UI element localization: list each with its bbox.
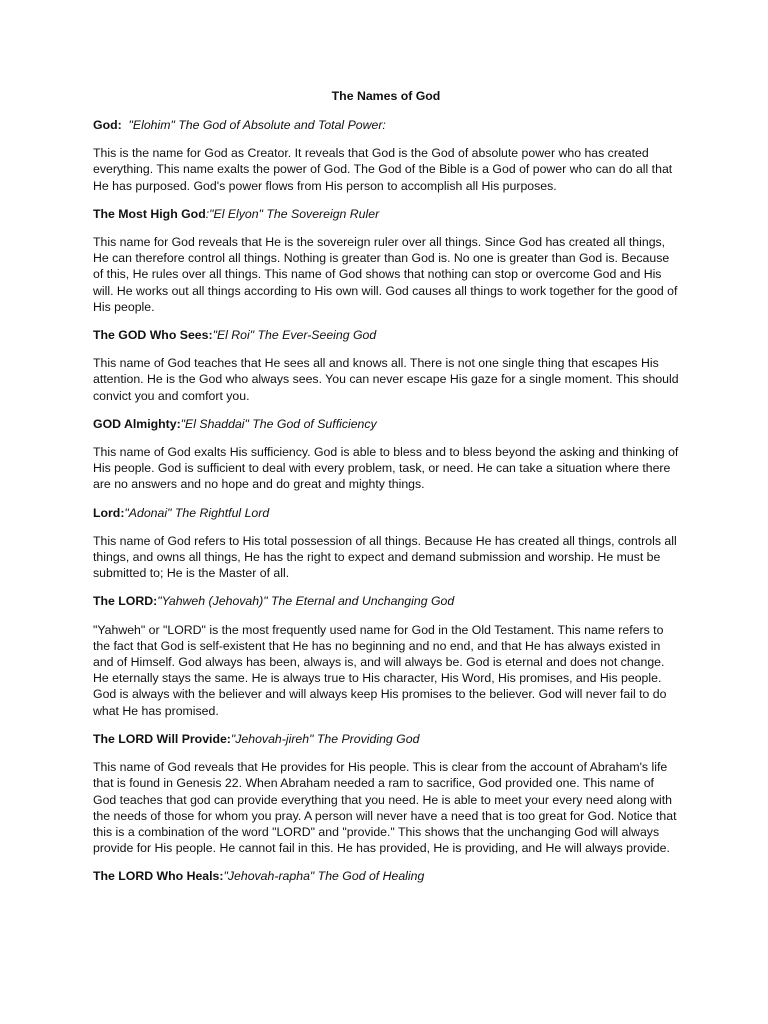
document-page (93, 88, 679, 897)
section-subtitle: "El Shaddai" The God of Sufficiency (180, 416, 377, 431)
section-heading (93, 327, 679, 343)
section-label: God: (93, 118, 122, 132)
section-heading (93, 416, 679, 432)
section-el-shaddai (93, 416, 679, 493)
section-heading (93, 593, 679, 609)
section-label: Lord: (93, 505, 125, 520)
section-body: This name of God exalts His sufficiency. God is able to bless and to bless beyond the asking and thinking of His people. God is sufficient to deal with every problem, task, or need. He can take a situation where there are no answers and no hope and do great and mighty things. (93, 445, 679, 492)
section-subtitle: "Yahweh (Jehovah)" The Eternal and Unchanging God (157, 594, 455, 609)
section-jehovah-rapha (93, 868, 679, 884)
section-heading (93, 731, 679, 747)
section-yahweh (93, 593, 679, 718)
section-label: The GOD Who Sees: (93, 328, 213, 343)
section-subtitle: "Jehovah-rapha" The God of Healing (223, 869, 425, 884)
section-body: "Yahweh" or "LORD" is the most frequently used name for God in the Old Testament. This name refers to the fact that God is self-existent that He has no beginning and no end, and that He has always existed in and of Himself. God always has been, always is, and will always be. God is eternal and does not change. He eternally stays the same. He is always true to His character, His Word, His promises, and His people. God is always with the believer and will always keep His promises to the believer. God will never fail to do what He has promised. (93, 622, 667, 718)
section-heading (93, 868, 679, 884)
section-subtitle: "El Roi" The Ever-Seeing God (212, 328, 377, 343)
section-body: This name for God reveals that He is the sovereign ruler over all things. Since God has created all things, He can therefore control all things. Nothing is greater than God is. No one is greater than God is. Because of this, He rules over all things. This name of God shows that nothing can stop or overcome God and His will. He works out all things according to His own will. God causes all things to work together for the good of His people. (93, 235, 678, 314)
section-heading (93, 206, 679, 222)
section-label: The Most High God (93, 206, 206, 221)
section-label: The LORD Will Provide: (93, 731, 231, 746)
section-body: This name of God reveals that He provides for His people. This is clear from the account of Abraham's life that is found in Genesis 22. When Abraham needed a ram to sacrifice, God provided one. This name of God teaches that god can provide everything that you need. He is able to meet your every need along with the needs of those for whom you pray. A person will never have a need that is too great for God. Notice that this is a combination of the word "LORD" and "provide." This shows that the unchanging God will always provide for His people. He cannot fail in this. He has provided, He is providing, and He will always provide. (93, 760, 677, 856)
section-body: This name of God refers to His total possession of all things. Because He has created all things, controls all things, and owns all things, He has the right to expect and demand submission and worship. He must be submitted to; He is the Master of all. (93, 533, 677, 581)
section-jehovah-jireh (93, 731, 679, 856)
section-elohim (93, 117, 679, 194)
section-separator (122, 118, 129, 132)
document-title: The Names of God (331, 89, 441, 103)
section-subtitle: :"El Elyon" The Sovereign Ruler (205, 206, 380, 221)
section-label: The LORD: (93, 594, 158, 609)
section-body: This is the name for God as Creator. It reveals that God is the God of absolute power who has created everything. This name exalts the power of God. The God of the Bible is a God of power who can do all that He has purposed. God's power flows from His person to accomplish all His purposes. (93, 146, 673, 193)
section-subtitle: "Adonai" The Rightful Lord (124, 505, 270, 520)
section-heading (93, 505, 679, 521)
section-subtitle: "Jehovah-jireh" The Providing God (230, 731, 420, 746)
section-subtitle: "Elohim" The God of Absolute and Total Power: (128, 118, 386, 132)
section-el-roi (93, 327, 679, 404)
section-heading (93, 117, 679, 133)
section-adonai (93, 505, 679, 582)
section-el-elyon (93, 206, 679, 315)
section-body: This name of God teaches that He sees all and knows all. There is not one single thing that escapes His attention. He is the God who always sees. You can never escape His gaze for a single moment. This should convict you and comfort you. (93, 356, 679, 403)
section-label: GOD Almighty: (93, 416, 181, 431)
section-label: The LORD Who Heals: (93, 869, 224, 884)
